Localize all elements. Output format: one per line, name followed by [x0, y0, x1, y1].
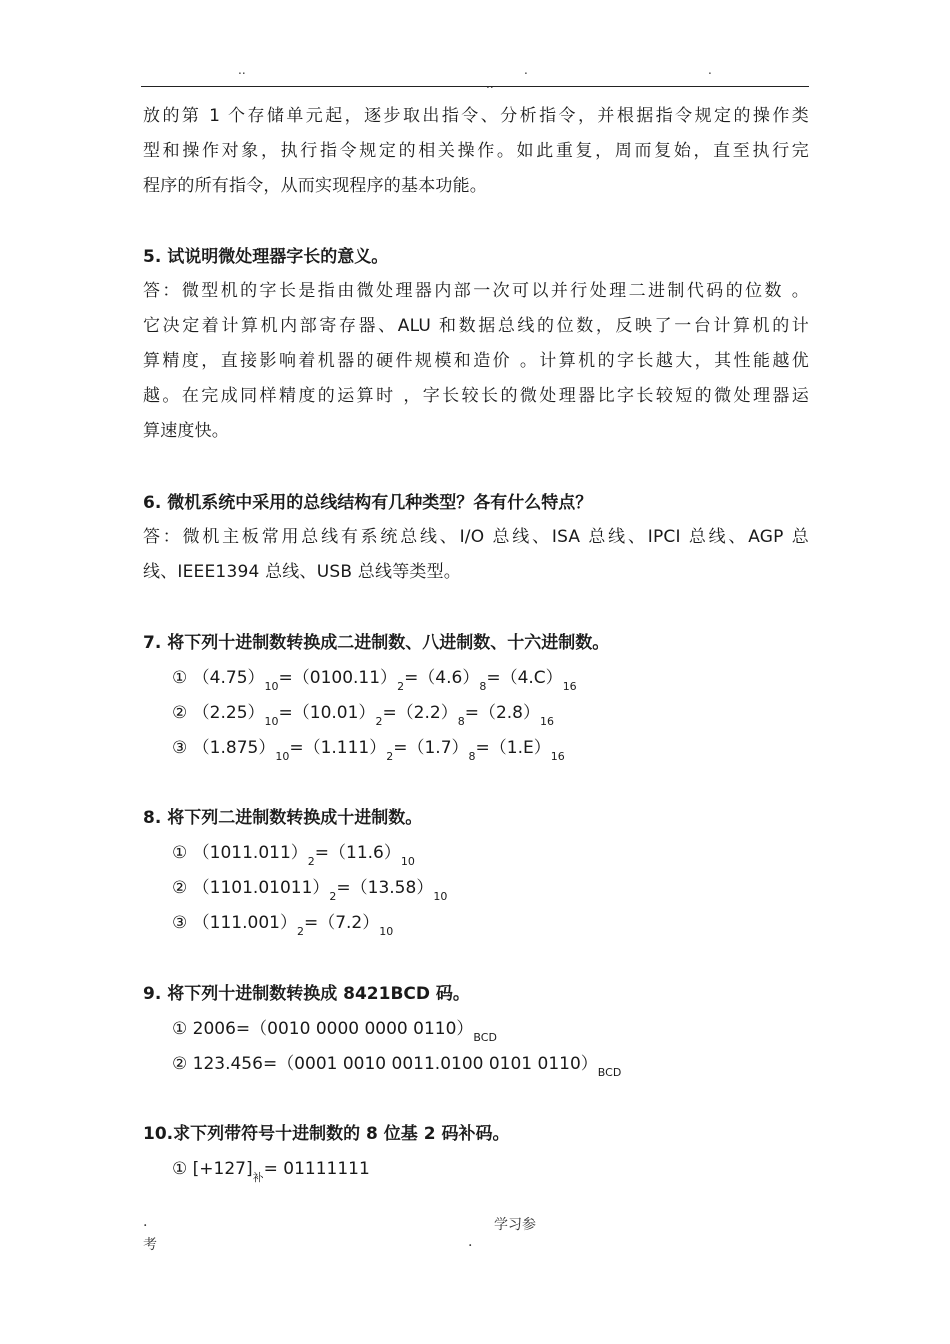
- answer-5-line: 算精度，直接影响着机器的硬件规模和造价 。计算机的字长越大，其性能越优: [143, 351, 809, 371]
- q10-item: ① $[+127]_补= 01111111$: [172, 1159, 370, 1184]
- intro-line: 程序的所有指令，从而实现程序的基本功能。: [143, 176, 487, 196]
- answer-5-line: 答：微型机的字长是指由微处理器内部一次可以并行处理二进制代码的位数 。: [143, 281, 809, 301]
- q7-item: ① $(4.75)_{10}=(0100.11)_2=(4.6)_8=(4.C)_{16}$: [172, 668, 577, 693]
- answer-6-line: 线、IEEE1394 总线、USB 总线等类型。: [143, 562, 462, 582]
- header-dot: .: [524, 63, 528, 77]
- footer-dot: .: [143, 1214, 148, 1230]
- q8-item: ③ $(111.001)_2=(7.2)_{10}$: [172, 913, 394, 938]
- answer-5-line: 越。在完成同样精度的运算时 ，字长较长的微处理器比字长较短的微处理器运: [143, 386, 809, 406]
- intro-line: 放的第 1 个存储单元起，逐步取出指令、分析指令，并根据指令规定的操作类: [143, 106, 809, 126]
- answer-6-line: 答：微机主板常用总线有系统总线、I/O 总线、ISA 总线、IPCI 总线、AGP 总: [143, 527, 809, 547]
- q8-item: ① $(1011.011)_2=(11.6)_{10}$: [172, 843, 415, 868]
- header-rule: [141, 86, 809, 87]
- answer-5-line: 它决定着计算机内部寄存器、ALU 和数据总线的位数，反映了一台计算机的计: [143, 316, 809, 336]
- question-5-title: 5. 试说明微处理器字长的意义。: [143, 247, 389, 267]
- header-dot: ..: [486, 77, 494, 91]
- answer-5-line: 算速度快。: [143, 421, 229, 441]
- question-7-title: 7. 将下列十进制数转换成二进制数、八进制数、十六进制数。: [143, 633, 610, 653]
- header-dot: .: [708, 63, 712, 77]
- q9-item: ① 2006=（0010 0000 0000 $0110)_{BCD}$: [172, 1019, 497, 1044]
- q7-item: ③ $(1.875)_{10}=(1.111)_2=(1.7)_8=(1.E)_{16}$: [172, 738, 565, 763]
- q7-item: ② $(2.25)_{10}=(10.01)_2=(2.2)_8=(2.8)_{16}$: [172, 703, 554, 728]
- question-6-title: 6. 微机系统中采用的总线结构有几种类型？各有什么特点？: [143, 493, 593, 513]
- q9-item: ② 123.456=（0001 0010 0011.0100 0101 $0110)_{BCD}$: [172, 1054, 622, 1079]
- header-dot: ..: [238, 63, 246, 77]
- question-8-title: 8. 将下列二进制数转换成十进制数。: [143, 808, 423, 828]
- question-9-title: 9. 将下列十进制数转换成 8421BCD 码。: [143, 984, 470, 1004]
- footer-dot: .: [468, 1234, 473, 1250]
- footer-text: 考: [143, 1237, 157, 1253]
- q8-item: ② $(1101.01011)_2=(13.58)_{10}$: [172, 878, 448, 903]
- footer-text: 学习参: [494, 1217, 536, 1233]
- intro-line: 型和操作对象，执行指令规定的相关操作。如此重复，周而复始，直至执行完: [143, 141, 809, 161]
- question-10-title: 10.求下列带符号十进制数的 8 位基 2 码补码。: [143, 1124, 510, 1144]
